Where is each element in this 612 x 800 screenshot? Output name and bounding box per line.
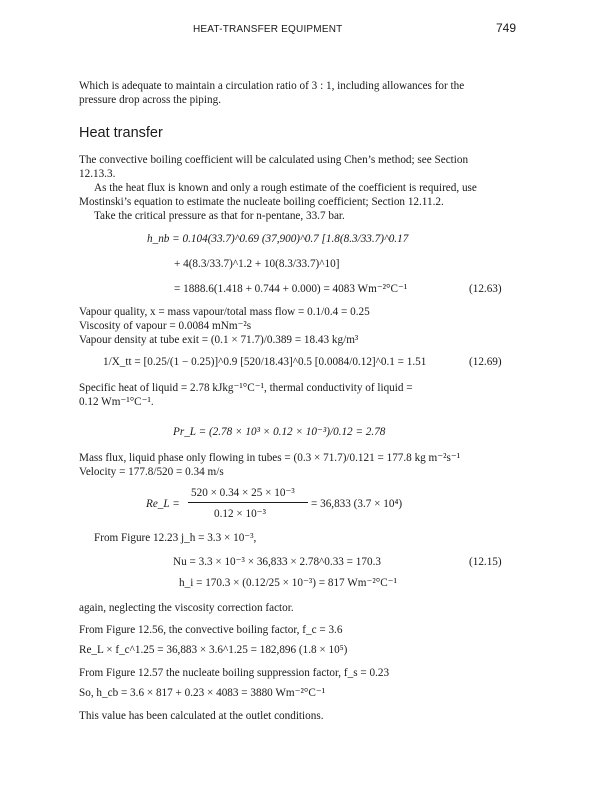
- intro-line-1: [79, 79, 503, 93]
- section-heading: Heat transfer: [79, 125, 163, 141]
- vapour-density: Vapour density at tube exit = (0.1 × 71.7)/0.389 = 18.43 kg/m³: [79, 334, 359, 346]
- closing-line-6: This value has been calculated at the outlet conditions.: [79, 710, 324, 722]
- eq-nu-line-1: Nu = 3.3 × 10⁻³ × 36,833 × 2.78^0.33 = 170.3: [173, 556, 381, 568]
- specific-heat-line-1: Specific heat of liquid = 2.78 kJkg⁻¹°C⁻¹, thermal conductivity of liquid =: [79, 382, 413, 394]
- mass-flux: Mass flux, liquid phase only flowing in tubes = (0.3 × 71.7)/0.121 = 177.8 kg m⁻²s⁻¹: [79, 452, 461, 464]
- para2-line-1: As the heat flux is known and only a rough estimate of the coefficient is required, use: [94, 182, 477, 194]
- para2-line-2: Mostinski’s equation to estimate the nucleate boiling coefficient; Section 12.11.2.: [79, 196, 444, 208]
- page-number: 749: [496, 21, 517, 35]
- eq-re-denominator: 0.12 × 10⁻³: [214, 508, 266, 520]
- eq-number-12-69: (12.69): [469, 356, 502, 368]
- closing-line-1: again, neglecting the viscosity correction factor.: [79, 602, 294, 614]
- eq-re-numerator: 520 × 0.34 × 25 × 10⁻³: [191, 487, 295, 499]
- fig-jh: From Figure 12.23 j_h = 3.3 × 10⁻³,: [94, 532, 257, 544]
- running-title: HEAT-TRANSFER EQUIPMENT: [193, 24, 343, 35]
- velocity: Velocity = 177.8/520 = 0.34 m/s: [79, 466, 224, 478]
- specific-heat-line-2: 0.12 Wm⁻¹°C⁻¹.: [79, 396, 154, 408]
- eq-nu-line-2: h_i = 170.3 × (0.12/25 × 10⁻³) = 817 Wm⁻²°C⁻¹: [179, 577, 397, 589]
- intro-line-2: pressure drop across the piping.: [79, 94, 221, 106]
- vapour-viscosity: Viscosity of vapour = 0.0084 mNm⁻²s: [79, 320, 252, 332]
- eq-prandtl: Pr_L = (2.78 × 10³ × 0.12 × 10⁻³)/0.12 = 2.78: [173, 426, 386, 438]
- intro-text-1: Which is adequate to maintain a circulation ratio of 3 : 1, including allowances for the: [79, 80, 465, 92]
- para1-line-1: The convective boiling coefficient will be calculated using Chen’s method; see Section: [79, 154, 469, 166]
- fraction-bar: [188, 502, 308, 503]
- vapour-quality: Vapour quality, x = mass vapour/total mass flow = 0.1/0.4 = 0.25: [79, 306, 370, 318]
- eq-hnb-line-1: h_nb = 0.104(33.7)^0.69 (37,900)^0.7 [1.8(8.3/33.7)^0.17: [147, 233, 409, 245]
- closing-line-3: Re_L × f_c^1.25 = 36,883 × 3.6^1.25 = 182,896 (1.8 × 10⁵): [79, 644, 348, 656]
- closing-line-2: From Figure 12.56, the convective boiling factor, f_c = 3.6: [79, 624, 343, 636]
- para1-line-2: 12.13.3.: [79, 168, 116, 180]
- eq-hnb-line-3: = 1888.6(1.418 + 0.744 + 0.000) = 4083 Wm⁻²°C⁻¹: [174, 283, 408, 295]
- eq-hnb-line-2: + 4(8.3/33.7)^1.2 + 10(8.3/33.7)^10]: [174, 258, 340, 270]
- closing-line-5: So, h_cb = 3.6 × 817 + 0.23 × 4083 = 3880 Wm⁻²°C⁻¹: [79, 687, 326, 699]
- eq-number-12-63: (12.63): [469, 283, 502, 295]
- para2-line-3: Take the critical pressure as that for n-pentane, 33.7 bar.: [94, 210, 345, 222]
- eq-re-lhs: Re_L =: [146, 498, 180, 510]
- eq-number-12-15: (12.15): [469, 556, 502, 568]
- eq-re-result: = 36,833 (3.7 × 10⁴): [311, 498, 403, 510]
- closing-line-4: From Figure 12.57 the nucleate boiling suppression factor, f_s = 0.23: [79, 667, 390, 679]
- eq-xtt: 1/X_tt = [0.25/(1 − 0.25)]^0.9 [520/18.43]^0.5 [0.0084/0.12]^0.1 = 1.51: [103, 356, 427, 368]
